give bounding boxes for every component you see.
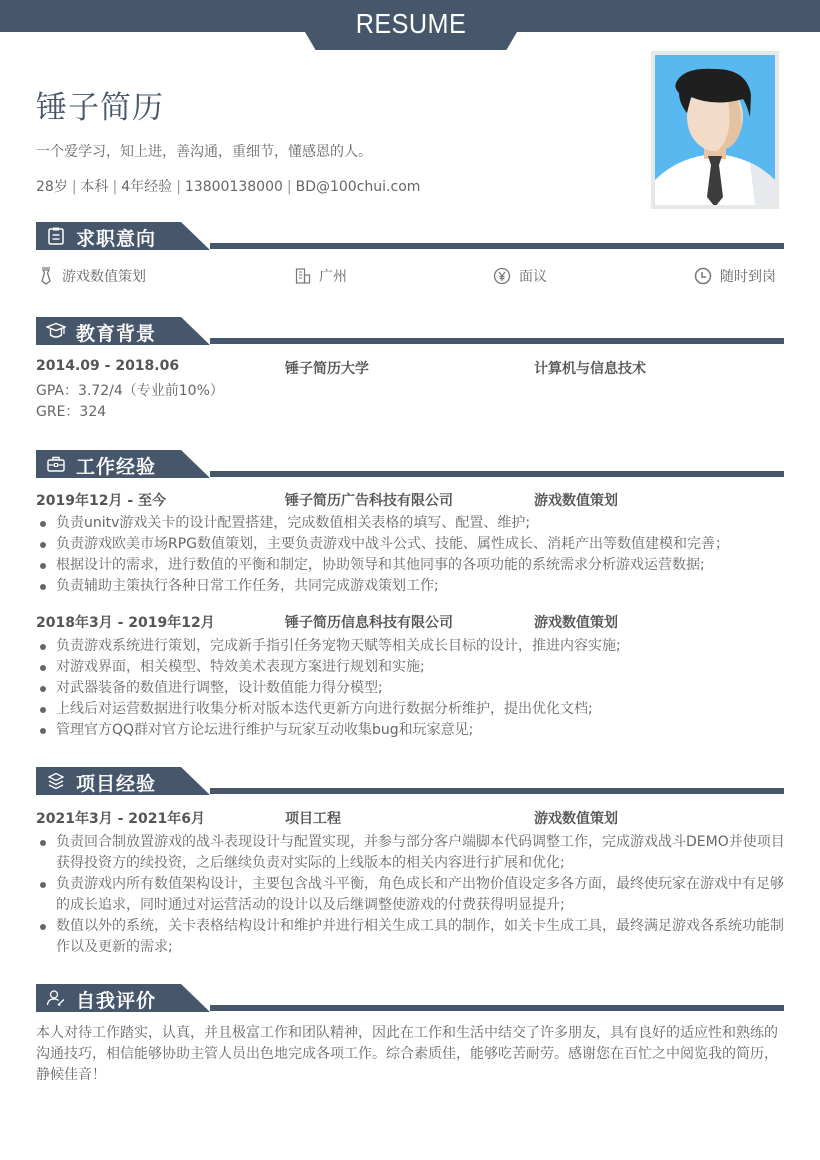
- intent-city: 广州: [295, 266, 347, 286]
- work-company: 锤子简历信息科技有限公司: [285, 615, 453, 631]
- work-role: 游戏数值策划: [534, 493, 618, 509]
- info-email: BD@100chui.com: [295, 179, 421, 195]
- education-gre: GRE：324: [36, 404, 107, 420]
- avatar-illustration: [655, 55, 775, 205]
- candidate-motto: 一个爱学习，知上进，善沟通，重细节，懂感恩的人。: [36, 144, 372, 160]
- section-header-self: [36, 984, 784, 1012]
- info-age: 28岁: [36, 179, 68, 195]
- avatar-photo: [651, 51, 779, 209]
- intent-availability: 随时到岗: [694, 266, 776, 286]
- project-bullets: [36, 832, 786, 958]
- briefcase-icon: [46, 455, 66, 473]
- section-title: 求职意向: [76, 228, 157, 250]
- section-header-projects: [36, 767, 784, 795]
- yen-icon: [493, 267, 511, 285]
- info-experience: 4年经验: [121, 179, 173, 195]
- graduation-cap-icon: [46, 322, 66, 340]
- project-name: 项目工程: [285, 811, 341, 827]
- layers-icon: [46, 772, 66, 790]
- project-period: 2021年3月 - 2021年6月: [36, 811, 205, 827]
- work-role: 游戏数值策划: [534, 615, 618, 631]
- section-title: 工作经验: [76, 456, 157, 478]
- intent-position: 游戏数值策划: [38, 266, 146, 286]
- info-phone: 13800138000: [184, 179, 283, 195]
- education-major: 计算机与信息技术: [534, 361, 646, 377]
- list-item: 负责unitv游戏关卡的设计配置搭建，完成数值相关表格的填写、配置、维护;: [36, 513, 786, 534]
- candidate-name: 锤子简历: [36, 90, 164, 126]
- tie-icon: [38, 267, 54, 285]
- section-header-work: [36, 450, 784, 478]
- clipboard-icon: [46, 227, 66, 245]
- user-edit-icon: [46, 989, 66, 1007]
- education-period: 2014.09 - 2018.06: [36, 358, 180, 374]
- list-item: 对武器装备的数值进行调整，设计数值能力得分模型;: [36, 678, 786, 699]
- section-title: 教育背景: [76, 323, 157, 345]
- section-title: 项目经验: [76, 773, 157, 795]
- work-bullets-2: [36, 636, 786, 741]
- self-evaluation-text: 本人对待工作踏实，认真，并且极富工作和团队精神，因此在工作和生活中结交了许多朋友，具有良好的适应性和熟练的沟通技巧，相信能够协助主管人员出色地完成各项工作。综合素质佳，能够吃苦耐劳。感谢您在百忙之中阅览我的简历，静候佳音！: [36, 1025, 778, 1083]
- list-item: 上线后对运营数据进行收集分析对版本迭代更新方向进行数据分析维护，提出优化文档;: [36, 699, 786, 720]
- intent-salary: 面议: [493, 266, 547, 286]
- project-role: 游戏数值策划: [534, 811, 618, 827]
- resume-title: RESUME: [355, 8, 467, 39]
- building-icon: [295, 267, 311, 285]
- education-school: 锤子简历大学: [285, 361, 369, 377]
- work-company: 锤子简历广告科技有限公司: [285, 493, 453, 509]
- section-header-intent: [36, 222, 784, 250]
- section-header-education: [36, 317, 784, 345]
- list-item: 根据设计的需求，进行数值的平衡和制定，协助领导和其他同事的各项功能的系统需求分析游戏运营数据;: [36, 555, 786, 576]
- list-item: 负责辅助主策执行各种日常工作任务，共同完成游戏策划工作;: [36, 576, 786, 597]
- list-item: 对游戏界面，相关模型、特效美术表现方案进行规划和实施;: [36, 657, 786, 678]
- work-period: 2019年12月 - 至今: [36, 493, 167, 509]
- work-bullets-1: [36, 513, 786, 597]
- list-item: 负责游戏欧美市场RPG数值策划，主要负责游戏中战斗公式、技能、属性成长、消耗产出等数值建模和完善；: [36, 534, 786, 555]
- candidate-info: 28岁 | 本科 | 4年经验 | 13800138000 | BD@100chui.com: [36, 179, 421, 195]
- section-title: 自我评价: [76, 990, 157, 1012]
- list-item: 数值以外的系统，关卡表格结构设计和维护并进行相关生成工具的制作，如关卡生成工具，最终满足游戏各系统功能制作以及更新的需求;: [36, 916, 786, 958]
- work-period: 2018年3月 - 2019年12月: [36, 615, 215, 631]
- info-degree: 本科: [80, 179, 109, 195]
- list-item: 管理官方QQ群对官方论坛进行维护与玩家互动收集bug和玩家意见;: [36, 720, 786, 741]
- list-item: 负责游戏系统进行策划，完成新手指引任务宠物天赋等相关成长目标的设计，推进内容实施;: [36, 636, 786, 657]
- education-gpa: GPA：3.72/4（专业前10%）: [36, 383, 224, 399]
- list-item: 负责回合制放置游戏的战斗表现设计与配置实现，并参与部分客户端脚本代码调整工作，完成游戏战斗DEMO并使项目获得投资方的续投资，之后继续负责对实际的上线版本的相关内容进行扩展和优化;: [36, 832, 786, 874]
- list-item: 负责游戏内所有数值架构设计，主要包含战斗平衡，角色成长和产出物价值设定多各方面，最终使玩家在游戏中有足够的成长追求，同时通过对运营活动的设计以及后继调整使游戏的付费获得明显提升;: [36, 874, 786, 916]
- clock-icon: [694, 267, 712, 285]
